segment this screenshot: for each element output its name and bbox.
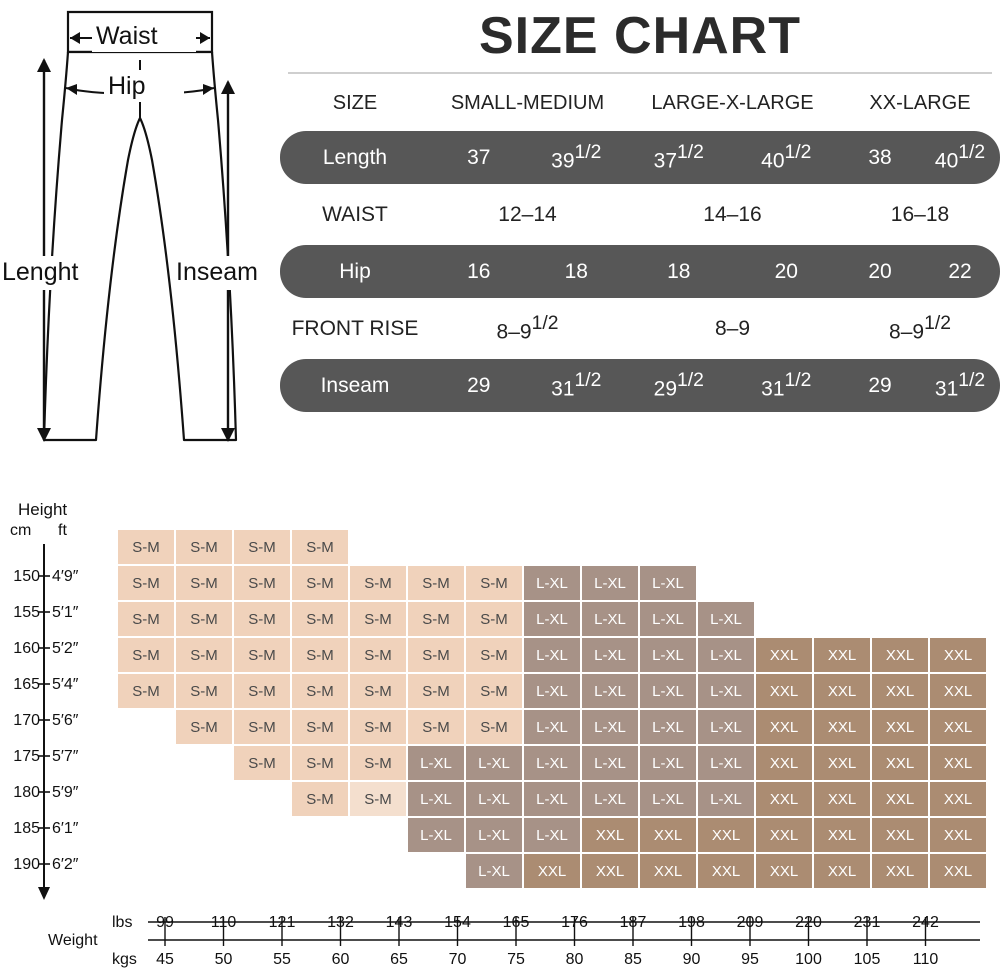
title-divider [288,72,992,74]
size-cell: L-XL [640,782,696,816]
size-cell: S-M [292,782,348,816]
weight-kgs-value: 50 [214,951,233,968]
size-cell: L-XL [466,782,522,816]
size-cell: L-XL [698,710,754,744]
size-cell: S-M [176,710,232,744]
cell-sm: 16 18 [430,245,625,298]
size-cell: S-M [350,674,406,708]
size-cell: XXL [756,818,812,852]
size-cell: S-M [350,782,406,816]
size-cell: S-M [118,674,174,708]
weight-kgs-value: 90 [682,951,701,968]
cell-xxl: $8-9^{1/2}$ [889,312,951,344]
size-cell: XXL [814,674,870,708]
height-ft: 5′9″ [52,784,79,801]
size-cell: S-M [234,746,290,780]
cell-sm: $8-9^{1/2}$ [496,312,559,344]
cell-sm: 37 $39^{1/2}$ [430,131,625,184]
size-cell: S-M [408,638,464,672]
size-cell: L-XL [466,746,522,780]
height-cm: 160 [13,640,40,657]
size-cell: XXL [930,746,986,780]
size-cell: L-XL [408,818,464,852]
weight-lbs-value: 143 [385,914,413,931]
size-cell: S-M [292,710,348,744]
size-cell: S-M [176,674,232,708]
size-cell: S-M [234,638,290,672]
size-cell: S-M [466,638,522,672]
cell-xxl: 20 22 [840,245,1000,298]
weight-lbs-value: 121 [268,914,296,931]
size-cell: XXL [640,818,696,852]
size-cell: S-M [234,530,290,564]
size-cell: S-M [466,710,522,744]
size-chart-panel [280,0,1000,470]
size-cell: S-M [408,710,464,744]
waist-label: Waist [96,22,158,50]
height-cm: 175 [13,748,40,765]
hip-label: Hip [108,72,146,100]
height-ft: 6′2″ [52,856,79,873]
cell-lxl: 14–16 [703,202,762,226]
size-cell: L-XL [582,674,638,708]
size-cell: L-XL [640,638,696,672]
size-cell: XXL [756,782,812,816]
table-row [280,245,1000,298]
size-cell: S-M [292,566,348,600]
size-cell: L-XL [698,674,754,708]
size-cell: S-M [466,566,522,600]
weight-kgs-value: 110 [912,951,939,968]
table-row [280,302,1000,355]
height-cm: 185 [13,820,40,837]
size-chart-table [280,78,1000,416]
row-label: WAIST [322,202,388,226]
size-cell: L-XL [640,566,696,600]
weight-lbs-value: 242 [912,914,939,931]
col-header-xx-large: XX-LARGE [869,92,971,114]
size-cell: XXL [930,818,986,852]
height-ft: 5′4″ [52,676,79,693]
height-cm: 190 [13,856,40,873]
size-cell: XXL [756,638,812,672]
size-cell: S-M [466,602,522,636]
size-cell: XXL [756,854,812,888]
page-title: SIZE CHART [479,7,801,65]
size-cell: S-M [466,674,522,708]
size-cell: XXL [698,854,754,888]
height-cm: 165 [13,676,40,693]
size-cell: S-M [350,710,406,744]
size-cell: S-M [292,602,348,636]
size-cell: S-M [234,602,290,636]
size-cell: XXL [814,782,870,816]
size-cell: S-M [118,530,174,564]
weight-kgs-value: 75 [507,951,525,968]
row-label: Inseam [280,359,430,412]
height-cm: 170 [13,712,40,729]
cell-sm: 29 $31^{1/2}$ [430,359,625,412]
weight-kgs-value: 65 [390,951,408,968]
size-cell: L-XL [524,674,580,708]
table-row [280,359,1000,412]
height-ft: 5′1″ [52,604,79,621]
size-cell: L-XL [640,746,696,780]
size-cell: XXL [872,710,928,744]
row-label: Hip [280,245,430,298]
size-cell: S-M [176,638,232,672]
size-cell: S-M [408,674,464,708]
size-cell: S-M [350,746,406,780]
row-label: FRONT RISE [291,316,419,340]
size-cell: XXL [872,854,928,888]
size-cell: XXL [524,854,580,888]
size-cell: XXL [930,710,986,744]
weight-lbs-value: 198 [678,914,705,931]
size-cell: L-XL [582,566,638,600]
size-cell: L-XL [524,818,580,852]
row-label: Length [280,131,430,184]
size-cell: L-XL [524,638,580,672]
weight-kgs-value: 95 [741,951,759,968]
size-cell: S-M [408,602,464,636]
size-cell: L-XL [698,746,754,780]
height-cm: 155 [13,604,40,621]
size-cell: S-M [118,566,174,600]
size-cell: XXL [814,854,870,888]
size-cell: XXL [814,638,870,672]
weight-kgs-value: 55 [273,951,291,968]
size-cell: L-XL [698,782,754,816]
weight-kgs-value: 85 [624,951,642,968]
size-cell: S-M [176,566,232,600]
size-cell: S-M [118,602,174,636]
pant-measurement-diagram [0,0,280,470]
size-cell: L-XL [698,638,754,672]
size-cell: L-XL [408,782,464,816]
size-cell: L-XL [524,710,580,744]
weight-lbs-value: 220 [795,914,822,931]
pant-outline-svg [0,0,280,470]
cell-xxl: 16–18 [890,202,950,226]
size-cell: XXL [582,854,638,888]
size-cell: XXL [930,638,986,672]
size-cell: L-XL [640,602,696,636]
weight-kgs-value: 60 [331,951,350,968]
height-cm: 150 [13,568,40,585]
cell-xxl: 29 $31^{1/2}$ [840,359,1000,412]
size-cell: S-M [234,566,290,600]
height-ft: 4′9″ [52,568,79,585]
weight-lbs-value: 154 [444,914,471,931]
inseam-label: Inseam [176,258,258,286]
cell-lxl: 18 20 [625,245,840,298]
size-cell: S-M [292,530,348,564]
lbs-unit-label: lbs [112,914,133,931]
weight-kgs-value: 45 [156,951,174,968]
height-axis-title: Height [18,500,68,519]
size-cell: XXL [814,710,870,744]
table-row [280,188,1000,241]
table-body [280,131,1000,412]
size-cell: L-XL [582,710,638,744]
size-cell: S-M [292,746,348,780]
size-cell: L-XL [640,710,696,744]
size-cell: XXL [872,782,928,816]
size-cell: XXL [756,674,812,708]
size-cell: L-XL [524,782,580,816]
size-cell: L-XL [698,602,754,636]
size-cell: XXL [640,854,696,888]
size-cell: S-M [176,602,232,636]
size-cell: XXL [872,638,928,672]
size-cell: XXL [930,854,986,888]
length-label: Lenght [2,258,79,286]
weight-lbs-value: 187 [619,914,647,931]
cell-lxl: $29^{1/2}$ $31^{1/2}$ [625,359,840,412]
size-cell: XXL [872,674,928,708]
size-cell: L-XL [582,602,638,636]
size-cell: L-XL [408,746,464,780]
size-cell: S-M [234,674,290,708]
size-cell: XXL [872,818,928,852]
height-ft: 6′1″ [52,820,79,837]
weight-lbs-value: 132 [327,914,354,931]
height-weight-matrix [0,470,1000,972]
size-cell: L-XL [582,638,638,672]
size-cell: L-XL [582,746,638,780]
size-cell: XXL [814,746,870,780]
size-cell: L-XL [466,818,522,852]
cell-lxl: $37^{1/2}$ $40^{1/2}$ [625,131,840,184]
weight-lbs-value: 209 [736,914,764,931]
ft-unit-label: ft [58,522,67,539]
size-cell: XXL [756,710,812,744]
size-cell: S-M [292,674,348,708]
weight-lbs-value: 176 [561,914,588,931]
size-cell: S-M [176,530,232,564]
cell-sm: 12–14 [498,202,557,226]
weight-kgs-value: 80 [565,951,584,968]
cell-xxl: 38 $40^{1/2}$ [840,131,1000,184]
col-header-size: SIZE [332,92,378,114]
weight-axis-title: Weight [48,932,98,949]
size-cell: S-M [350,602,406,636]
cell-lxl: 8–9 [714,316,751,340]
weight-kgs-value: 105 [853,951,881,968]
size-cell: L-XL [640,674,696,708]
size-cell: XXL [814,818,870,852]
size-cell: L-XL [582,782,638,816]
table-header-row [280,82,1000,127]
size-cell: S-M [350,566,406,600]
weight-kgs-value: 70 [448,951,467,968]
weight-lbs-value: 110 [210,914,237,931]
cm-unit-label: cm [10,522,32,539]
size-cell: XXL [756,746,812,780]
height-ft: 5′7″ [52,748,79,765]
weight-lbs-value: 231 [853,914,881,931]
col-header-small-medium: SMALL-MEDIUM [450,92,605,114]
size-cell: L-XL [524,746,580,780]
height-ft: 5′6″ [52,712,79,729]
size-cell: L-XL [524,566,580,600]
size-cell: S-M [408,566,464,600]
size-cell: XXL [930,782,986,816]
weight-lbs-value: 99 [156,914,174,931]
size-cell: XXL [582,818,638,852]
height-cm: 180 [13,784,40,801]
height-ft: 5′2″ [52,640,79,657]
size-cell: L-XL [524,602,580,636]
weight-kgs-value: 100 [795,951,822,968]
table-head [280,82,1000,127]
weight-lbs-value: 165 [502,914,530,931]
size-cell: L-XL [466,854,522,888]
size-cell: S-M [350,638,406,672]
size-cell: S-M [292,638,348,672]
table-row [280,131,1000,184]
size-cell: XXL [698,818,754,852]
size-cell: XXL [872,746,928,780]
size-cell: S-M [234,710,290,744]
size-cell: XXL [930,674,986,708]
col-header-large-xlarge: LARGE-X-LARGE [651,92,814,114]
size-cell: S-M [118,638,174,672]
kgs-unit-label: kgs [112,951,137,968]
